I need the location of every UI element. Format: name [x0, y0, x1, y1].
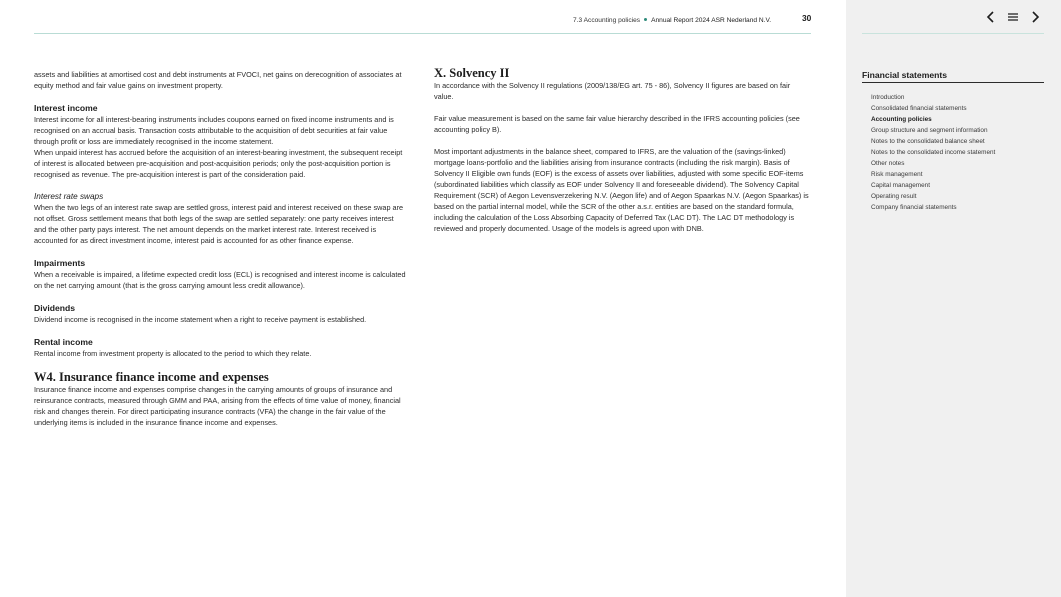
- impairments-paragraph: When a receivable is impaired, a lifetime expected credit loss (ECL) is recognised and interest income is calculated on the net carrying amount (that is the gross carrying amount less credit allowance).: [34, 270, 406, 290]
- header-section-link[interactable]: 7.3 Accounting policies: [573, 16, 641, 24]
- solvency-heading: X. Solvency II: [434, 66, 510, 80]
- left-column: [34, 69, 407, 439]
- sidebar-item-consolidated-financial-statements[interactable]: Consolidated financial statements: [871, 105, 967, 112]
- header-divider: [34, 33, 811, 34]
- solvency-paragraph-1: In accordance with the Solvency II regulations (2009/138/EG art. 75 - 86), Solvency II figures are based on fair value.: [434, 81, 791, 101]
- sidebar-item-notes-income-statement[interactable]: Notes to the consolidated income statement: [871, 149, 996, 156]
- interest-income-paragraph-2: When unpaid interest has accrued before the acquisition of an interest-bearing investment, the subsequent receipt of interest is allocated between pre-acquisition and post-acquisition periods; only the post-acquisition portion is recognised as revenue. The pre-acquisition interest is part of the consideration paid.: [34, 148, 403, 179]
- w4-paragraph: Insurance finance income and expenses comprise changes in the carrying amounts of groups of insurance and reinsurance contracts, measured through GMM and PAA, arising from the effects of time value of money, financial risk and changes therein. For direct participating insurance contracts (VFA) the change in the fair value of the underlying items is included in the insurance finance income and expenses.: [34, 385, 401, 427]
- w4-section: [34, 370, 407, 428]
- sidebar-item-introduction[interactable]: Introduction: [871, 94, 905, 101]
- header-dot-icon: [644, 18, 647, 21]
- w4-heading: W4. Insurance finance income and expenses: [34, 370, 269, 384]
- interest-income-paragraph-1: Interest income for all interest-bearing instruments includes coupons earned on fixed income instruments and is recognised on an accrual basis. Transaction costs attributable to the acquisition of debt securities at fair value through profit or loss are immediately recognised in the income statement.: [34, 115, 394, 146]
- interest-income-heading: Interest income: [34, 103, 98, 113]
- impairments-heading: Impairments: [34, 258, 86, 268]
- sidebar-item-group-structure[interactable]: Group structure and segment information: [871, 127, 988, 134]
- right-column: [434, 66, 810, 245]
- sidebar-item-accounting-policies[interactable]: Accounting policies: [871, 116, 932, 123]
- dividends-section: [34, 302, 407, 325]
- dividends-heading: Dividends: [34, 303, 76, 313]
- solvency-adjustments-block: [434, 146, 810, 234]
- page-number: 30: [802, 13, 812, 23]
- sidebar-nav: [984, 10, 1044, 24]
- sidebar-item-capital-management[interactable]: Capital management: [871, 182, 930, 189]
- sidebar-item-other-notes[interactable]: Other notes: [871, 160, 905, 167]
- page-header: [573, 14, 813, 26]
- solvency-fair-value-block: [434, 113, 810, 135]
- intro-paragraph: assets and liabilities at amortised cost and debt instruments at FVOCI, net gains on derecognition of associates at equity method and fair value gains on investment property.: [34, 70, 402, 90]
- interest-rate-swaps-heading: Interest rate swaps: [34, 192, 104, 201]
- menu-icon[interactable]: [1006, 10, 1020, 24]
- rental-income-section: [34, 336, 407, 359]
- rental-income-heading: Rental income: [34, 337, 93, 347]
- solvency-paragraph-3: Most important adjustments in the balance sheet, compared to IFRS, are the valuation of the (savings-linked) mortgage loans-portfolio and the liabilities arising from insurance contracts (including the risk margin). Basis of Solvency II Eligible own funds (EOF) is the excess of assets over liabilities, adjusted with some specific EOF-items (subordinated liabilities which classify as EOF under Solvency II and foreseeable dividend). The Solvency Capital Requirement (SCR) of Aegon Levensverzekering N.V. (Aegon life) and of Aegon Spaarkas N.V. (Aegon Spaarkas) is based on the partial internal model, while the SCR of the other a.s.r. entities are based on the standard formula, including the calculation of the Loss Absorbing Capacity of Deferred Tax (LAC DT). The LAC DT methodology is reviewed and properly documented. Usage of the models is agreed upon with DNB.: [434, 147, 809, 233]
- sidebar-panel: [846, 0, 1061, 597]
- interest-rate-swaps-section: [34, 191, 407, 246]
- interest-rate-swaps-paragraph: When the two legs of an interest rate swap are settled gross, interest paid and interest received on these swap are not offset. Gross settlement means that both legs of the swap are settled separately: one party receives interest and the other party pays interest. The net amount depends on the market interest rate. Interest received is accounted for as direct investment income, interest paid is accounted for as other finance expense.: [34, 203, 404, 245]
- intro-block: [34, 69, 407, 91]
- impairments-section: [34, 257, 407, 291]
- sidebar-title: Financial statements: [862, 69, 1044, 83]
- sidebar-toc: [871, 92, 1046, 213]
- sidebar-item-company-financial-statements[interactable]: Company financial statements: [871, 204, 957, 211]
- solvency-section: [434, 66, 810, 102]
- interest-income-section: [34, 102, 407, 180]
- chevron-left-icon[interactable]: [984, 10, 998, 24]
- rental-income-paragraph: Rental income from investment property is allocated to the period to which they relate.: [34, 349, 312, 358]
- chevron-right-icon[interactable]: [1028, 10, 1042, 24]
- dividends-paragraph: Dividend income is recognised in the income statement when a right to receive payment is established.: [34, 315, 367, 324]
- header-report-title: Annual Report 2024 ASR Nederland N.V.: [651, 16, 772, 24]
- solvency-paragraph-2: Fair value measurement is based on the same fair value hierarchy described in the IFRS accounting policies (see accounting policy B).: [434, 114, 800, 134]
- sidebar-item-notes-balance-sheet[interactable]: Notes to the consolidated balance sheet: [871, 138, 985, 145]
- sidebar-item-operating-result[interactable]: Operating result: [871, 193, 917, 200]
- sidebar-divider: [862, 33, 1044, 34]
- sidebar-item-risk-management[interactable]: Risk management: [871, 171, 923, 178]
